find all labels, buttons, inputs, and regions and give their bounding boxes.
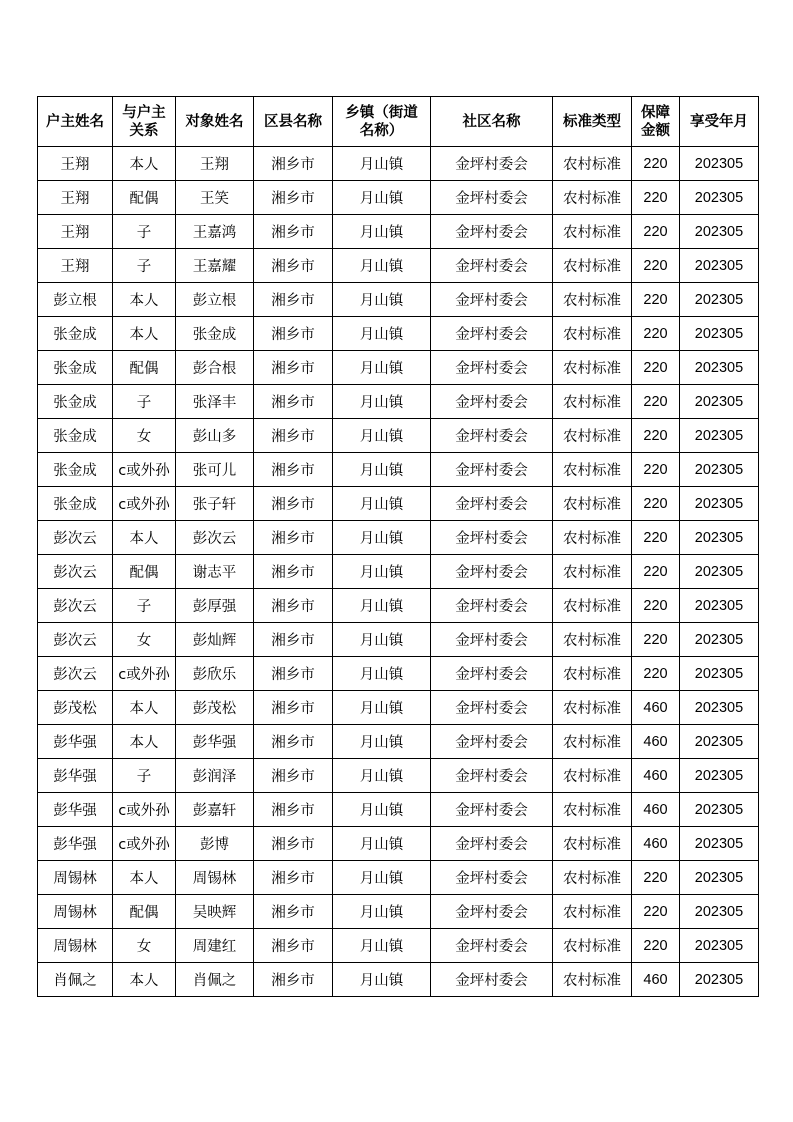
cell-household-head: 王翔 xyxy=(38,215,113,249)
cell-township: 月山镇 xyxy=(333,657,431,691)
cell-household-head: 张金成 xyxy=(38,317,113,351)
header-member-name: 对象姓名 xyxy=(176,97,254,147)
cell-standard-type: 农村标准 xyxy=(553,249,632,283)
cell-member-name: 彭合根 xyxy=(176,351,254,385)
cell-amount: 220 xyxy=(632,419,680,453)
cell-month: 202305 xyxy=(680,249,759,283)
cell-relation: 本人 xyxy=(113,147,176,181)
table-row xyxy=(38,963,759,997)
beneficiary-table xyxy=(37,96,759,997)
cell-standard-type: 农村标准 xyxy=(553,181,632,215)
cell-amount: 220 xyxy=(632,623,680,657)
cell-amount: 220 xyxy=(632,895,680,929)
cell-month: 202305 xyxy=(680,283,759,317)
cell-standard-type: 农村标准 xyxy=(553,963,632,997)
cell-amount: 220 xyxy=(632,215,680,249)
cell-household-head: 周锡林 xyxy=(38,861,113,895)
cell-township: 月山镇 xyxy=(333,283,431,317)
cell-county: 湘乡市 xyxy=(254,725,333,759)
cell-household-head: 彭次云 xyxy=(38,657,113,691)
cell-county: 湘乡市 xyxy=(254,521,333,555)
cell-amount: 220 xyxy=(632,147,680,181)
cell-relation: 子 xyxy=(113,589,176,623)
cell-county: 湘乡市 xyxy=(254,249,333,283)
header-standard-type: 标准类型 xyxy=(553,97,632,147)
cell-household-head: 王翔 xyxy=(38,181,113,215)
cell-month: 202305 xyxy=(680,929,759,963)
cell-month: 202305 xyxy=(680,827,759,861)
header-household-head: 户主姓名 xyxy=(38,97,113,147)
cell-township: 月山镇 xyxy=(333,351,431,385)
cell-county: 湘乡市 xyxy=(254,827,333,861)
cell-county: 湘乡市 xyxy=(254,895,333,929)
cell-month: 202305 xyxy=(680,861,759,895)
cell-county: 湘乡市 xyxy=(254,385,333,419)
cell-member-name: 彭厚强 xyxy=(176,589,254,623)
cell-member-name: 彭润泽 xyxy=(176,759,254,793)
cell-community: 金坪村委会 xyxy=(431,895,553,929)
cell-standard-type: 农村标准 xyxy=(553,861,632,895)
cell-community: 金坪村委会 xyxy=(431,215,553,249)
cell-member-name: 王笑 xyxy=(176,181,254,215)
cell-member-name: 彭立根 xyxy=(176,283,254,317)
cell-member-name: 王翔 xyxy=(176,147,254,181)
table-row xyxy=(38,181,759,215)
cell-county: 湘乡市 xyxy=(254,351,333,385)
cell-relation: 本人 xyxy=(113,963,176,997)
cell-month: 202305 xyxy=(680,623,759,657)
cell-month: 202305 xyxy=(680,657,759,691)
table-row xyxy=(38,283,759,317)
cell-member-name: 肖佩之 xyxy=(176,963,254,997)
table-row xyxy=(38,555,759,589)
cell-county: 湘乡市 xyxy=(254,317,333,351)
cell-community: 金坪村委会 xyxy=(431,351,553,385)
table-row xyxy=(38,623,759,657)
cell-month: 202305 xyxy=(680,487,759,521)
cell-month: 202305 xyxy=(680,385,759,419)
cell-township: 月山镇 xyxy=(333,487,431,521)
cell-amount: 220 xyxy=(632,521,680,555)
cell-household-head: 周锡林 xyxy=(38,895,113,929)
cell-township: 月山镇 xyxy=(333,895,431,929)
cell-relation: 本人 xyxy=(113,317,176,351)
cell-month: 202305 xyxy=(680,147,759,181)
cell-amount: 220 xyxy=(632,317,680,351)
cell-community: 金坪村委会 xyxy=(431,759,553,793)
cell-township: 月山镇 xyxy=(333,793,431,827)
cell-household-head: 张金成 xyxy=(38,385,113,419)
cell-county: 湘乡市 xyxy=(254,147,333,181)
cell-month: 202305 xyxy=(680,419,759,453)
cell-community: 金坪村委会 xyxy=(431,555,553,589)
cell-amount: 220 xyxy=(632,657,680,691)
cell-standard-type: 农村标准 xyxy=(553,589,632,623)
table-row xyxy=(38,861,759,895)
cell-county: 湘乡市 xyxy=(254,657,333,691)
cell-community: 金坪村委会 xyxy=(431,861,553,895)
cell-township: 月山镇 xyxy=(333,691,431,725)
cell-standard-type: 农村标准 xyxy=(553,759,632,793)
cell-township: 月山镇 xyxy=(333,521,431,555)
cell-month: 202305 xyxy=(680,725,759,759)
cell-relation: 本人 xyxy=(113,521,176,555)
cell-month: 202305 xyxy=(680,317,759,351)
cell-member-name: 彭华强 xyxy=(176,725,254,759)
cell-amount: 460 xyxy=(632,691,680,725)
cell-standard-type: 农村标准 xyxy=(553,929,632,963)
cell-member-name: 彭博 xyxy=(176,827,254,861)
cell-relation: c或外孙 xyxy=(113,657,176,691)
cell-township: 月山镇 xyxy=(333,725,431,759)
cell-amount: 220 xyxy=(632,453,680,487)
cell-county: 湘乡市 xyxy=(254,181,333,215)
table-row xyxy=(38,725,759,759)
cell-standard-type: 农村标准 xyxy=(553,793,632,827)
header-community: 社区名称 xyxy=(431,97,553,147)
cell-county: 湘乡市 xyxy=(254,419,333,453)
cell-amount: 460 xyxy=(632,963,680,997)
cell-relation: 子 xyxy=(113,759,176,793)
cell-relation: 配偶 xyxy=(113,555,176,589)
header-county: 区县名称 xyxy=(254,97,333,147)
cell-month: 202305 xyxy=(680,589,759,623)
cell-household-head: 周锡林 xyxy=(38,929,113,963)
cell-township: 月山镇 xyxy=(333,181,431,215)
cell-month: 202305 xyxy=(680,759,759,793)
cell-county: 湘乡市 xyxy=(254,759,333,793)
cell-community: 金坪村委会 xyxy=(431,589,553,623)
cell-township: 月山镇 xyxy=(333,861,431,895)
cell-county: 湘乡市 xyxy=(254,861,333,895)
cell-standard-type: 农村标准 xyxy=(553,147,632,181)
table-row xyxy=(38,759,759,793)
table-row xyxy=(38,929,759,963)
header-amount: 保障 金额 xyxy=(632,97,680,147)
cell-township: 月山镇 xyxy=(333,589,431,623)
cell-standard-type: 农村标准 xyxy=(553,725,632,759)
cell-community: 金坪村委会 xyxy=(431,521,553,555)
cell-township: 月山镇 xyxy=(333,623,431,657)
table-row xyxy=(38,691,759,725)
cell-month: 202305 xyxy=(680,453,759,487)
cell-relation: 本人 xyxy=(113,691,176,725)
cell-relation: 本人 xyxy=(113,283,176,317)
cell-standard-type: 农村标准 xyxy=(553,895,632,929)
cell-relation: 女 xyxy=(113,929,176,963)
cell-member-name: 彭山多 xyxy=(176,419,254,453)
cell-household-head: 彭次云 xyxy=(38,521,113,555)
cell-amount: 220 xyxy=(632,487,680,521)
cell-relation: 配偶 xyxy=(113,351,176,385)
cell-month: 202305 xyxy=(680,895,759,929)
cell-member-name: 吴映辉 xyxy=(176,895,254,929)
cell-community: 金坪村委会 xyxy=(431,725,553,759)
cell-township: 月山镇 xyxy=(333,249,431,283)
cell-community: 金坪村委会 xyxy=(431,453,553,487)
cell-community: 金坪村委会 xyxy=(431,827,553,861)
cell-household-head: 彭茂松 xyxy=(38,691,113,725)
cell-amount: 460 xyxy=(632,725,680,759)
cell-amount: 220 xyxy=(632,929,680,963)
cell-month: 202305 xyxy=(680,521,759,555)
cell-relation: c或外孙 xyxy=(113,793,176,827)
cell-county: 湘乡市 xyxy=(254,963,333,997)
cell-member-name: 彭欣乐 xyxy=(176,657,254,691)
cell-community: 金坪村委会 xyxy=(431,147,553,181)
cell-community: 金坪村委会 xyxy=(431,623,553,657)
table-row xyxy=(38,487,759,521)
cell-standard-type: 农村标准 xyxy=(553,521,632,555)
cell-township: 月山镇 xyxy=(333,385,431,419)
cell-community: 金坪村委会 xyxy=(431,793,553,827)
cell-county: 湘乡市 xyxy=(254,589,333,623)
cell-community: 金坪村委会 xyxy=(431,385,553,419)
cell-standard-type: 农村标准 xyxy=(553,657,632,691)
cell-community: 金坪村委会 xyxy=(431,691,553,725)
table-row xyxy=(38,827,759,861)
cell-community: 金坪村委会 xyxy=(431,929,553,963)
cell-household-head: 彭次云 xyxy=(38,555,113,589)
cell-month: 202305 xyxy=(680,555,759,589)
cell-community: 金坪村委会 xyxy=(431,181,553,215)
cell-county: 湘乡市 xyxy=(254,929,333,963)
cell-amount: 220 xyxy=(632,385,680,419)
table-row xyxy=(38,385,759,419)
cell-month: 202305 xyxy=(680,691,759,725)
cell-county: 湘乡市 xyxy=(254,555,333,589)
cell-household-head: 王翔 xyxy=(38,249,113,283)
cell-standard-type: 农村标准 xyxy=(553,351,632,385)
cell-standard-type: 农村标准 xyxy=(553,555,632,589)
cell-household-head: 张金成 xyxy=(38,487,113,521)
cell-relation: 子 xyxy=(113,215,176,249)
table-row xyxy=(38,147,759,181)
cell-household-head: 张金成 xyxy=(38,351,113,385)
cell-county: 湘乡市 xyxy=(254,487,333,521)
cell-township: 月山镇 xyxy=(333,963,431,997)
cell-county: 湘乡市 xyxy=(254,283,333,317)
cell-member-name: 彭嘉轩 xyxy=(176,793,254,827)
cell-standard-type: 农村标准 xyxy=(553,385,632,419)
cell-county: 湘乡市 xyxy=(254,215,333,249)
cell-township: 月山镇 xyxy=(333,759,431,793)
cell-amount: 220 xyxy=(632,249,680,283)
cell-amount: 460 xyxy=(632,793,680,827)
cell-standard-type: 农村标准 xyxy=(553,283,632,317)
table-row xyxy=(38,793,759,827)
header-row xyxy=(38,97,759,147)
cell-township: 月山镇 xyxy=(333,215,431,249)
cell-member-name: 周建红 xyxy=(176,929,254,963)
cell-amount: 460 xyxy=(632,759,680,793)
cell-household-head: 彭立根 xyxy=(38,283,113,317)
cell-member-name: 彭次云 xyxy=(176,521,254,555)
cell-relation: 子 xyxy=(113,385,176,419)
cell-standard-type: 农村标准 xyxy=(553,317,632,351)
table-row xyxy=(38,521,759,555)
table-row xyxy=(38,419,759,453)
cell-township: 月山镇 xyxy=(333,929,431,963)
cell-amount: 220 xyxy=(632,351,680,385)
cell-amount: 220 xyxy=(632,861,680,895)
cell-month: 202305 xyxy=(680,351,759,385)
header-township: 乡镇（街道 名称） xyxy=(333,97,431,147)
table-body xyxy=(38,147,759,997)
cell-amount: 460 xyxy=(632,827,680,861)
table-row xyxy=(38,351,759,385)
cell-township: 月山镇 xyxy=(333,419,431,453)
cell-relation: 配偶 xyxy=(113,181,176,215)
table-row xyxy=(38,317,759,351)
cell-member-name: 彭灿辉 xyxy=(176,623,254,657)
cell-county: 湘乡市 xyxy=(254,793,333,827)
cell-community: 金坪村委会 xyxy=(431,283,553,317)
cell-township: 月山镇 xyxy=(333,453,431,487)
cell-amount: 220 xyxy=(632,283,680,317)
cell-county: 湘乡市 xyxy=(254,623,333,657)
cell-month: 202305 xyxy=(680,181,759,215)
cell-member-name: 王嘉耀 xyxy=(176,249,254,283)
cell-household-head: 彭华强 xyxy=(38,759,113,793)
cell-standard-type: 农村标准 xyxy=(553,487,632,521)
cell-household-head: 彭次云 xyxy=(38,589,113,623)
cell-amount: 220 xyxy=(632,181,680,215)
table-row xyxy=(38,589,759,623)
cell-county: 湘乡市 xyxy=(254,453,333,487)
cell-standard-type: 农村标准 xyxy=(553,827,632,861)
cell-relation: 本人 xyxy=(113,861,176,895)
cell-household-head: 彭华强 xyxy=(38,725,113,759)
cell-household-head: 王翔 xyxy=(38,147,113,181)
cell-month: 202305 xyxy=(680,215,759,249)
cell-township: 月山镇 xyxy=(333,147,431,181)
cell-community: 金坪村委会 xyxy=(431,249,553,283)
cell-month: 202305 xyxy=(680,963,759,997)
cell-county: 湘乡市 xyxy=(254,691,333,725)
cell-community: 金坪村委会 xyxy=(431,419,553,453)
cell-member-name: 张金成 xyxy=(176,317,254,351)
cell-amount: 220 xyxy=(632,555,680,589)
cell-community: 金坪村委会 xyxy=(431,657,553,691)
cell-relation: 女 xyxy=(113,419,176,453)
cell-standard-type: 农村标准 xyxy=(553,419,632,453)
cell-community: 金坪村委会 xyxy=(431,317,553,351)
header-month: 享受年月 xyxy=(680,97,759,147)
table-row xyxy=(38,657,759,691)
cell-member-name: 张可儿 xyxy=(176,453,254,487)
cell-household-head: 彭华强 xyxy=(38,793,113,827)
cell-member-name: 张子轩 xyxy=(176,487,254,521)
cell-member-name: 彭茂松 xyxy=(176,691,254,725)
table-row xyxy=(38,895,759,929)
cell-household-head: 彭华强 xyxy=(38,827,113,861)
header-relation: 与户主 关系 xyxy=(113,97,176,147)
cell-member-name: 谢志平 xyxy=(176,555,254,589)
cell-standard-type: 农村标准 xyxy=(553,691,632,725)
cell-member-name: 张泽丰 xyxy=(176,385,254,419)
cell-household-head: 彭次云 xyxy=(38,623,113,657)
cell-relation: c或外孙 xyxy=(113,487,176,521)
cell-relation: 女 xyxy=(113,623,176,657)
cell-member-name: 王嘉鸿 xyxy=(176,215,254,249)
cell-member-name: 周锡林 xyxy=(176,861,254,895)
cell-month: 202305 xyxy=(680,793,759,827)
cell-household-head: 张金成 xyxy=(38,419,113,453)
cell-household-head: 肖佩之 xyxy=(38,963,113,997)
table-row xyxy=(38,453,759,487)
table-row xyxy=(38,215,759,249)
cell-community: 金坪村委会 xyxy=(431,963,553,997)
cell-standard-type: 农村标准 xyxy=(553,215,632,249)
cell-relation: 配偶 xyxy=(113,895,176,929)
cell-standard-type: 农村标准 xyxy=(553,623,632,657)
table-row xyxy=(38,249,759,283)
cell-community: 金坪村委会 xyxy=(431,487,553,521)
cell-relation: c或外孙 xyxy=(113,827,176,861)
cell-amount: 220 xyxy=(632,589,680,623)
cell-relation: 子 xyxy=(113,249,176,283)
cell-relation: 本人 xyxy=(113,725,176,759)
cell-township: 月山镇 xyxy=(333,317,431,351)
cell-household-head: 张金成 xyxy=(38,453,113,487)
cell-standard-type: 农村标准 xyxy=(553,453,632,487)
cell-township: 月山镇 xyxy=(333,555,431,589)
cell-relation: c或外孙 xyxy=(113,453,176,487)
cell-township: 月山镇 xyxy=(333,827,431,861)
